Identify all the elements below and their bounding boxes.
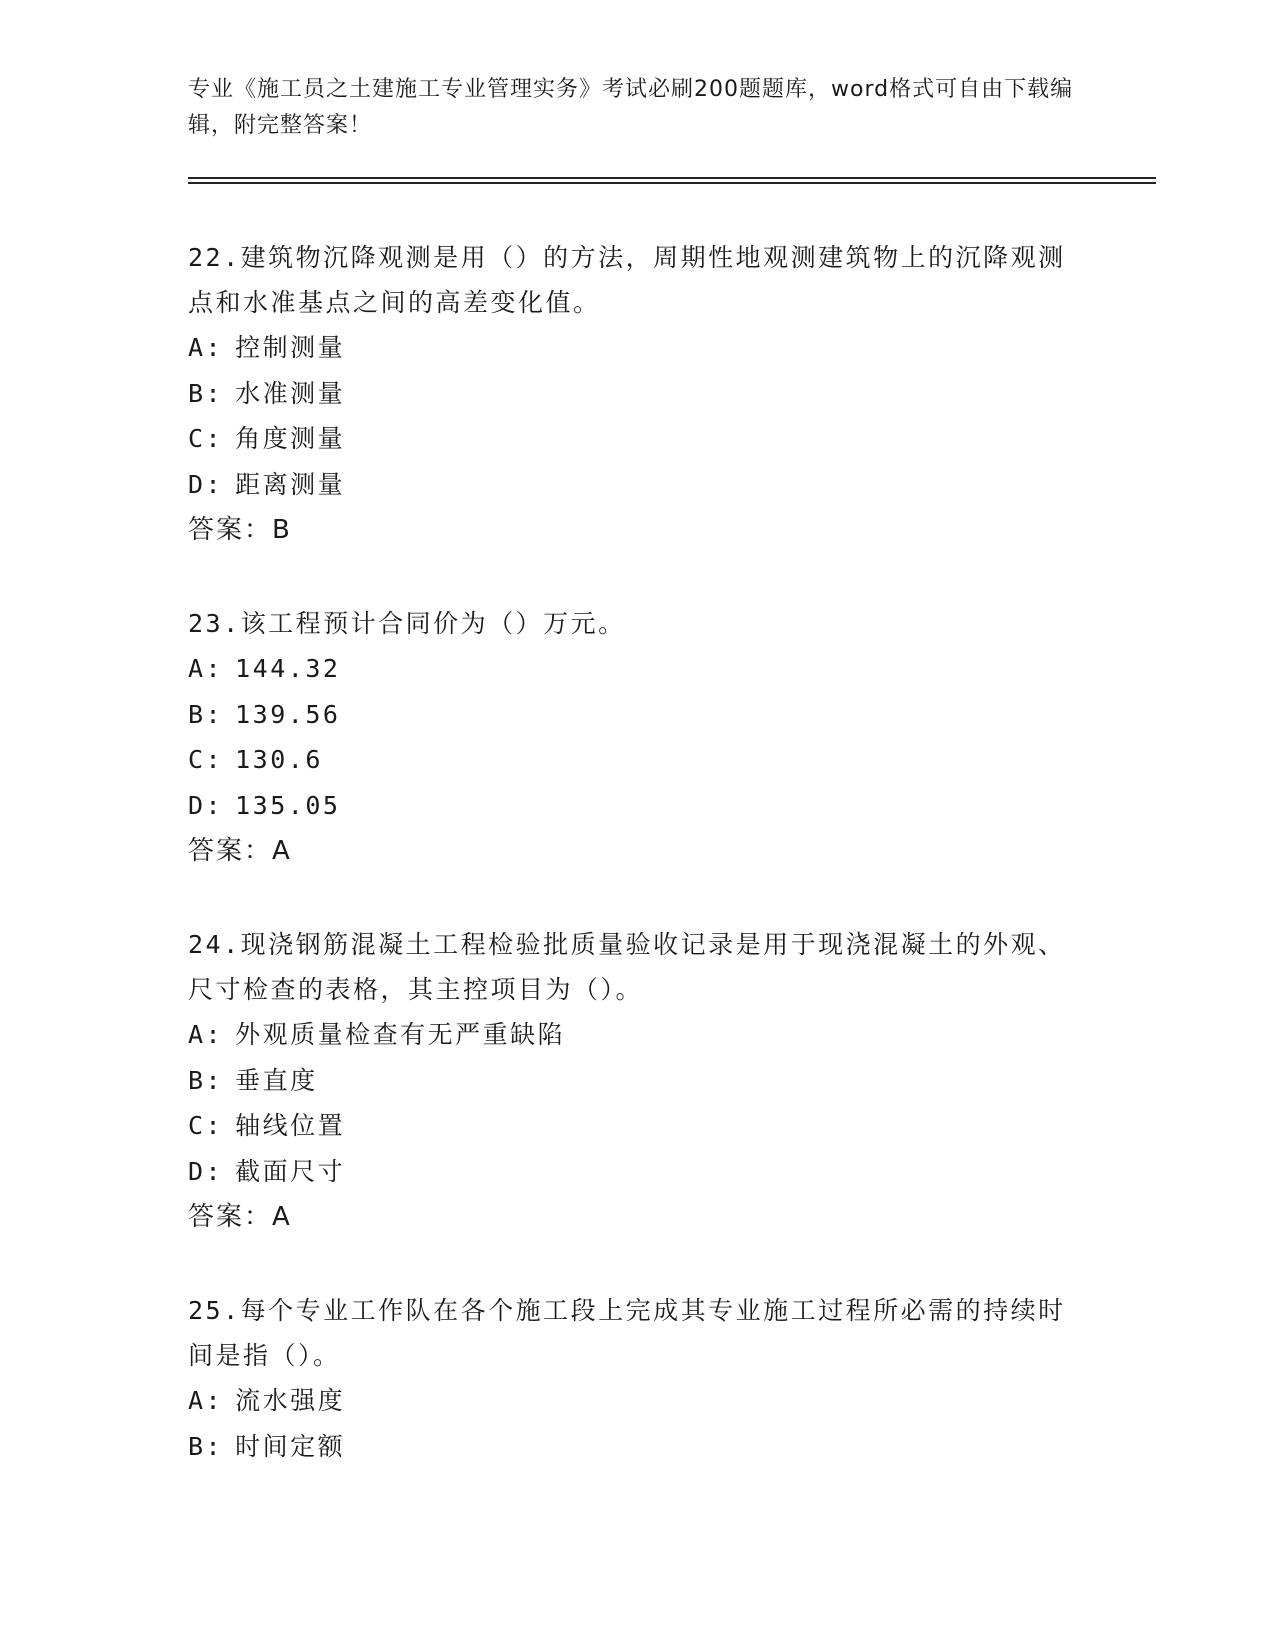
option-d — [188, 1149, 1088, 1195]
option-text: 控制测量 — [235, 333, 346, 362]
option-key: B: — [188, 699, 224, 729]
answer-line: 答案：A — [188, 1202, 292, 1232]
question-stem: 23.该工程预计合同价为（）万元。 — [188, 609, 626, 638]
option-key: B: — [188, 378, 224, 408]
option-key: D: — [188, 790, 224, 820]
option-text: 水准测量 — [235, 378, 346, 408]
header-divider-bottom — [188, 182, 1156, 184]
document-header: 专业《施工员之土建施工专业管理实务》考试必刷200题题库，word格式可自由下载编辑，附完整答案！ — [188, 77, 1074, 138]
header-divider-top — [188, 177, 1156, 179]
question-stem: 22.建筑物沉降观测是用（）的方法，周期性地观测建筑物上的沉降观测点和水准基点之间的高差变化值。 — [188, 243, 1066, 317]
option-key: B: — [188, 1065, 224, 1095]
option-text: 截面尺寸 — [235, 1156, 346, 1186]
option-text: 外观质量检查有无严重缺陷 — [235, 1020, 566, 1049]
question-stem: 24.现浇钢筋混凝土工程检验批质量验收记录是用于现浇混凝土的外观、尺寸检查的表格，其主控项目为（）。 — [188, 930, 1066, 1004]
option-text: 139.56 — [235, 699, 341, 729]
option-key: C: — [188, 424, 224, 453]
option-key: A: — [188, 333, 224, 362]
option-a — [188, 1012, 1088, 1058]
option-text: 角度测量 — [235, 424, 346, 453]
option-c — [188, 737, 1088, 783]
option-key: A: — [188, 654, 224, 683]
option-c — [188, 416, 1088, 462]
option-a — [188, 646, 1088, 692]
question-24 — [188, 922, 1088, 1240]
option-a — [188, 325, 1088, 371]
question-25 — [188, 1288, 1088, 1469]
answer-line: 答案：A — [188, 836, 292, 866]
option-b — [188, 692, 1088, 738]
option-text: 流水强度 — [235, 1386, 346, 1415]
answer-line: 答案：B — [188, 515, 292, 545]
option-text: 垂直度 — [235, 1065, 318, 1095]
option-b — [188, 1424, 1088, 1470]
option-key: C: — [188, 1111, 224, 1140]
option-key: D: — [188, 469, 224, 499]
option-a — [188, 1378, 1088, 1424]
option-key: A: — [188, 1020, 224, 1049]
option-b — [188, 1058, 1088, 1104]
option-d — [188, 783, 1088, 829]
question-23 — [188, 601, 1088, 874]
question-stem: 25.每个专业工作队在各个施工段上完成其专业施工过程所必需的持续时间是指（）。 — [188, 1296, 1066, 1370]
option-key: A: — [188, 1386, 224, 1415]
option-text: 轴线位置 — [235, 1111, 346, 1140]
option-text: 135.05 — [235, 790, 341, 820]
question-list — [188, 235, 1088, 1517]
option-text: 时间定额 — [235, 1431, 346, 1461]
option-text: 130.6 — [235, 745, 323, 774]
option-b — [188, 371, 1088, 417]
question-22 — [188, 235, 1088, 553]
option-text: 距离测量 — [235, 469, 346, 499]
option-d — [188, 462, 1088, 508]
option-c — [188, 1103, 1088, 1149]
option-key: B: — [188, 1431, 224, 1461]
option-key: C: — [188, 745, 224, 774]
option-text: 144.32 — [235, 654, 341, 683]
option-key: D: — [188, 1156, 224, 1186]
